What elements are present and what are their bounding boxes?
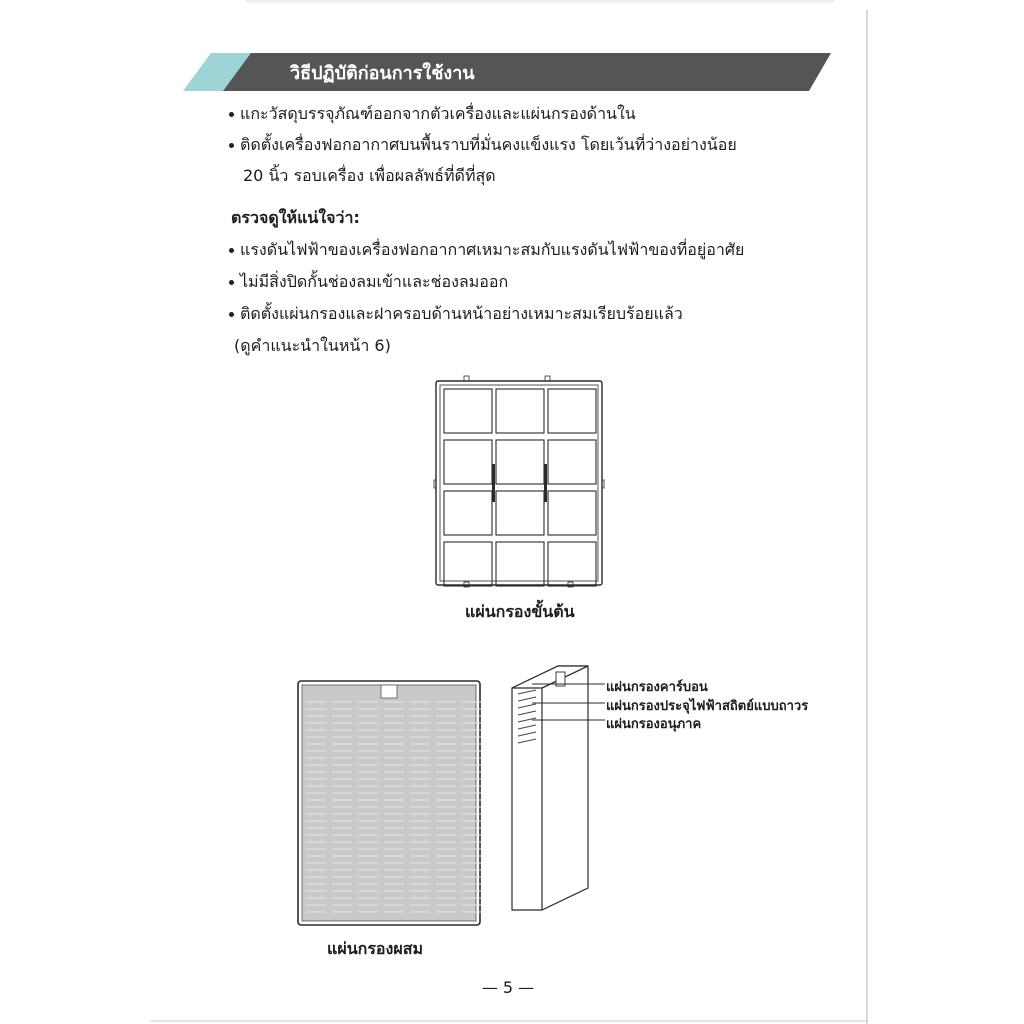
carbon-filter-label: แผ่นกรองคาร์บอน [606, 680, 708, 695]
bullet-icon [229, 112, 234, 117]
prefilter-cell [548, 491, 596, 535]
bullet-icon [229, 312, 234, 317]
filter-layers-side-view [510, 664, 610, 914]
intro-bullet-1: แกะวัสดุบรรจุภัณฑ์ออกจากตัวเครื่องและแผ่นกรองด้านใน [240, 104, 636, 123]
prefilter-cell [496, 491, 544, 535]
prefilter-cell [444, 389, 492, 433]
checklist-heading: ตรวจดูให้แน่ใจว่า: [231, 208, 360, 227]
bullet-icon [229, 143, 234, 148]
page-bottom-edge [150, 1020, 866, 1022]
composite-filter-illustration [297, 680, 481, 926]
checklist-bullet-1: แรงดันไฟฟ้าของเครื่องฟอกอากาศเหมาะสมกับแรงดันไฟฟ้าของที่อยู่อาศัย [240, 240, 745, 259]
particle-filter-label: แผ่นกรองอนุภาค [606, 717, 702, 732]
bullet-icon [229, 280, 234, 285]
checklist-bullet-2: ไม่มีสิ่งปิดกั้นช่องลมเข้าและช่องลมออก [240, 272, 509, 291]
checklist-bullet-3-line-2: (ดูคำแนะนำในหน้า 6) [234, 336, 391, 355]
page-top-shadow [245, 0, 835, 4]
prefilter-cell [496, 542, 544, 586]
section-banner [183, 53, 831, 93]
prefilter-cell [548, 389, 596, 433]
prefilter-cell [444, 491, 492, 535]
prefilter-cell [548, 440, 596, 484]
prefilter-cell [496, 389, 544, 433]
page-edge-divider [866, 10, 868, 1024]
page-number: — 5 — [481, 978, 535, 997]
electrostatic-filter-label: แผ่นกรองประจุไฟฟ้าสถิตย์แบบถาวร [606, 699, 809, 714]
section-title: วิธีปฏิบัติก่อนการใช้งาน [290, 63, 475, 84]
bullet-icon [229, 248, 234, 253]
prefilter-cell [548, 542, 596, 586]
prefilter-cell [444, 440, 492, 484]
prefilter-cell [496, 440, 544, 484]
composite-caption: แผ่นกรองผสม [327, 939, 424, 958]
intro-bullet-2-line-1: ติดตั้งเครื่องฟอกอากาศบนพื้นราบที่มั่นคงแข็งแรง โดยเว้นที่ว่างอย่างน้อย [240, 135, 737, 154]
prefilter-grid-illustration [434, 374, 610, 590]
intro-bullet-2-line-2: 20 นิ้ว รอบเครื่อง เพื่อผลลัพธ์ที่ดีที่สุด [243, 166, 496, 185]
checklist-bullet-3-line-1: ติดตั้งแผ่นกรองและฝาครอบด้านหน้าอย่างเหมาะสมเรียบร้อยแล้ว [240, 304, 683, 323]
prefilter-caption: แผ่นกรองขั้นต้น [465, 602, 575, 621]
prefilter-cell [444, 542, 492, 586]
